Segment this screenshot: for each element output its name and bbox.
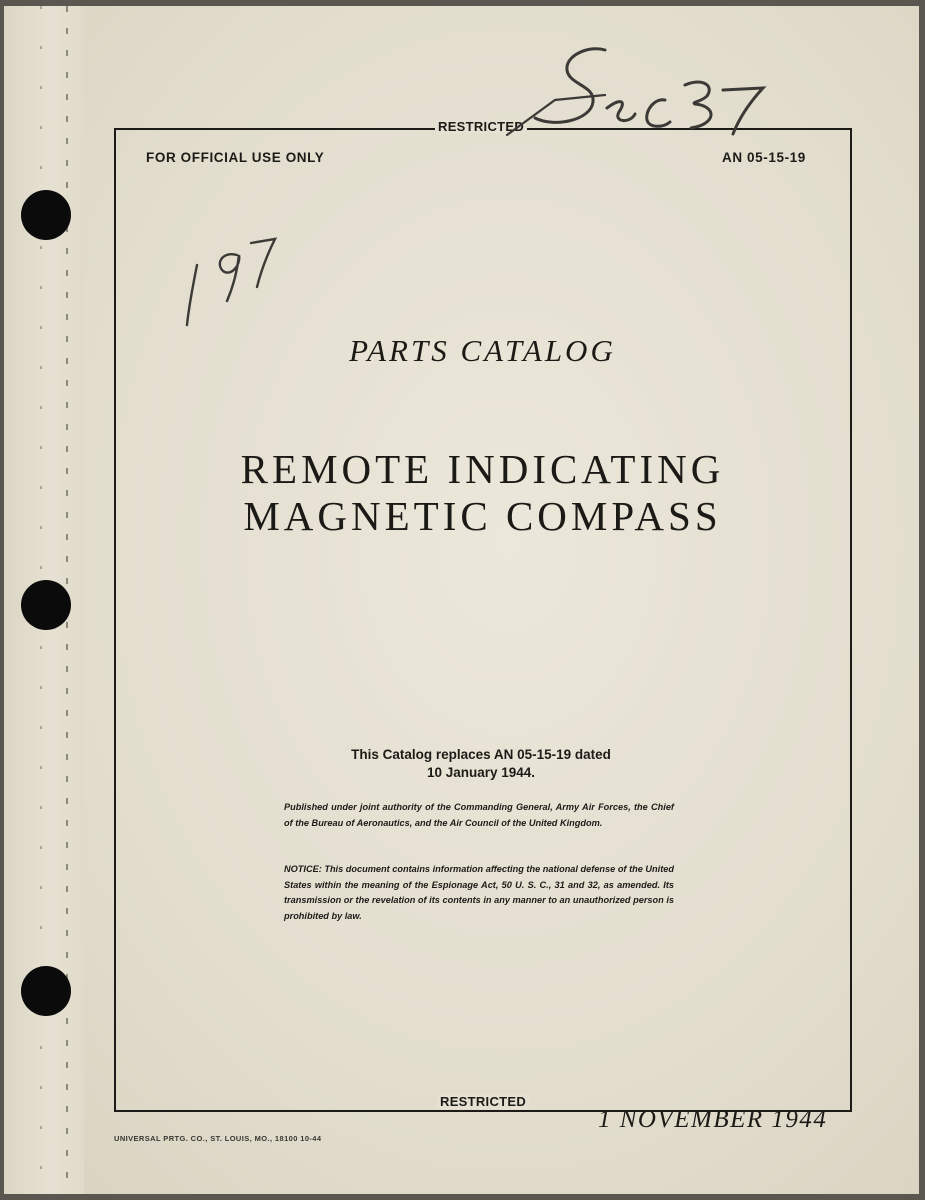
replaces-notice-line-1: This Catalog replaces AN 05-15-19 dated [351, 747, 611, 762]
title-line-2: MAGNETIC COMPASS [243, 493, 722, 539]
espionage-notice-paragraph: NOTICE: This document contains information affecting the national defense of the United States within the meaning of the Espionage Act, 50 U. S. C., 31 and 32, as amended. Its transmission or the revelation of its contents in any manner to an unauthorized person is prohibited by law. [284, 864, 674, 921]
publication-date: 1 NOVEMBER 1944 [598, 1106, 828, 1133]
document-page [4, 6, 919, 1194]
authority-paragraph: Published under joint authority of the Commanding General, Army Air Forces, the Chief of the Bureau of Aeronautics, and the Air Council of the United Kingdom. [284, 802, 674, 828]
punch-hole [21, 190, 71, 240]
catalog-heading: PARTS CATALOG [349, 333, 616, 368]
restricted-top-label: RESTRICTED [435, 119, 527, 134]
document-number: AN 05-15-19 [722, 150, 806, 165]
official-use-label: FOR OFFICIAL USE ONLY [146, 150, 325, 165]
restricted-bottom-label: RESTRICTED [437, 1094, 529, 1109]
replaces-notice-line-2: 10 January 1944. [426, 765, 536, 780]
punch-hole [21, 966, 71, 1016]
border-frame [114, 128, 852, 1112]
printer-imprint: UNIVERSAL PRTG. CO., ST. LOUIS, MO., 18100 10-44 [114, 1134, 322, 1143]
punch-hole [21, 580, 71, 630]
title-line-1: REMOTE INDICATING [240, 446, 725, 492]
